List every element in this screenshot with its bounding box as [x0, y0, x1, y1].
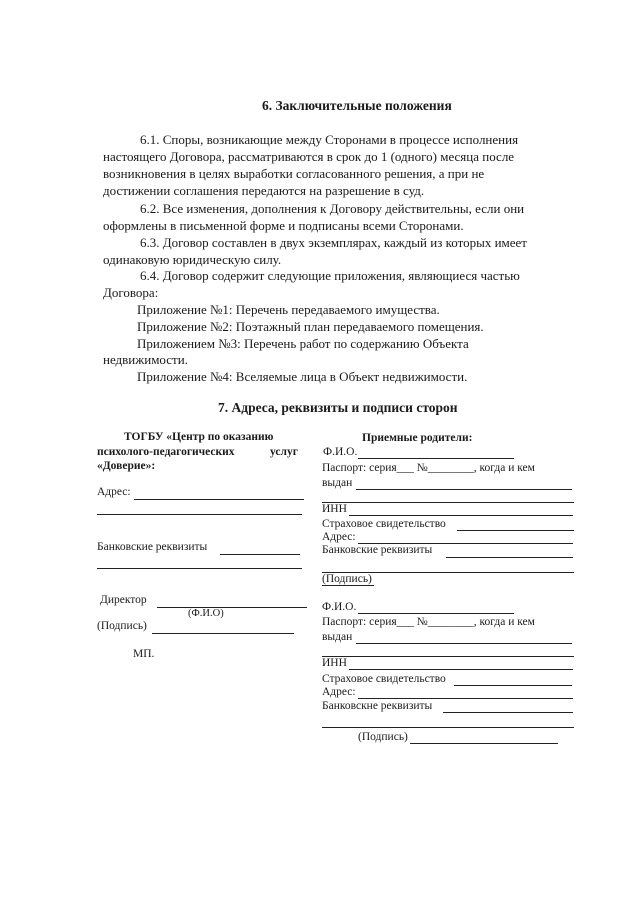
right-fio2-label: Ф.И.О.: [322, 601, 357, 613]
p2-line2: оформлены в письменной форме и подписаны всеми Сторонами.: [103, 218, 464, 233]
right-fio-line[interactable]: [358, 458, 514, 459]
p3-line2: одинаковую юридическую силу.: [103, 252, 282, 267]
section7-title: 7. Адреса, реквизиты и подписи сторон: [218, 400, 458, 415]
right-passport2: Паспорт: серия___ №________, когда и кем: [322, 616, 535, 628]
parents-title: Приемные родители:: [362, 432, 473, 444]
right-snils-line[interactable]: [457, 530, 574, 531]
org-name-line3: «Доверие»:: [97, 460, 156, 472]
director-fio-caption: (Ф.И.О): [188, 608, 224, 619]
left-address-line[interactable]: [134, 499, 304, 500]
right-issued-line[interactable]: [356, 489, 572, 490]
right-bank-label: Банковские реквизиты: [322, 544, 433, 556]
right-address2-label: Адрес:: [322, 686, 356, 698]
director-label: Директор: [100, 594, 147, 606]
right-sign2-line[interactable]: [410, 743, 558, 744]
p1-line1: 6.1. Споры, возникающие между Сторонами в процессе исполнения: [140, 132, 519, 147]
appendix-3-line2: недвижимости.: [103, 352, 188, 367]
appendix-3-line1: Приложением №3: Перечень работ по содержанию Объекта: [137, 336, 469, 351]
appendix-4: Приложение №4: Вселяемые лица в Объект недвижимости.: [137, 369, 468, 384]
director-line[interactable]: [157, 607, 307, 608]
right-bank2-label: Банковскне реквизиты: [322, 700, 433, 712]
appendix-1: Приложение №1: Перечень передаваемого имущества.: [137, 302, 440, 317]
right-issued2-line2[interactable]: [322, 656, 574, 657]
right-passport: Паспорт: серия___ №________, когда и кем: [322, 462, 535, 474]
right-bank2-line2[interactable]: [322, 727, 574, 728]
right-issued-line2[interactable]: [322, 502, 574, 503]
left-bank-label: Банковские реквизиты: [97, 541, 208, 553]
right-address2-line[interactable]: [358, 698, 573, 699]
left-bank-line2[interactable]: [97, 568, 302, 569]
section6-title: 6. Заключительные положения: [262, 98, 452, 113]
left-address-line2[interactable]: [97, 514, 302, 515]
right-snils-label: Страховое свидетельство: [322, 518, 446, 530]
org-name-line2a: психолого-педагогических: [97, 446, 235, 458]
p1-line2: настоящего Договора, рассматриваются в срок до 1 (одного) месяца после: [103, 149, 515, 164]
right-address-label: Адрес:: [322, 531, 356, 543]
right-issued2-line[interactable]: [356, 643, 572, 644]
right-fio2-line[interactable]: [358, 613, 514, 614]
org-name-line1: ТОГБУ «Центр по оказанию: [124, 431, 274, 443]
p4-line2: Договора:: [103, 285, 159, 300]
right-sign-label: (Подпись): [322, 573, 372, 585]
p2-line1: 6.2. Все изменения, дополнения к Договору действительны, если они: [140, 201, 525, 216]
p4-line1: 6.4. Договор содержит следующие приложения, являющиеся частью: [140, 268, 520, 283]
right-fio-label: Ф.И.О.: [323, 446, 358, 458]
stamp-label: МП.: [133, 648, 155, 660]
right-issued2-label: выдан: [322, 631, 353, 643]
left-bank-line[interactable]: [220, 554, 300, 555]
right-issued-label: выдан: [322, 477, 353, 489]
appendix-2: Приложение №2: Поэтажный план передаваемого помещения.: [137, 319, 484, 334]
right-bank-line[interactable]: [446, 557, 573, 558]
right-bank2-line[interactable]: [443, 712, 573, 713]
p1-line3: возникновения в целях выработки согласованного решения, а при не: [103, 166, 485, 181]
right-inn-line[interactable]: [349, 515, 573, 516]
right-inn-label: ИНН: [322, 503, 347, 515]
right-inn2-line[interactable]: [349, 669, 573, 670]
left-address-label: Адрес:: [97, 486, 131, 498]
org-name-line2b: услуг: [270, 446, 298, 458]
p3-line1: 6.3. Договор составлен в двух экземплярах, каждый из которых имеет: [140, 235, 527, 250]
right-sign2-label: (Подпись): [358, 731, 408, 743]
right-snils2-line[interactable]: [454, 685, 572, 686]
p1-line4: достижении соглашения передаются на разрешение в суд.: [103, 183, 425, 198]
right-sign-line[interactable]: [322, 585, 374, 586]
left-sign-label: (Подпись): [97, 620, 147, 632]
right-snils2-label: Страховое свидетельство: [322, 673, 446, 685]
left-sign-line[interactable]: [152, 633, 294, 634]
right-inn2-label: ИНН: [322, 657, 347, 669]
